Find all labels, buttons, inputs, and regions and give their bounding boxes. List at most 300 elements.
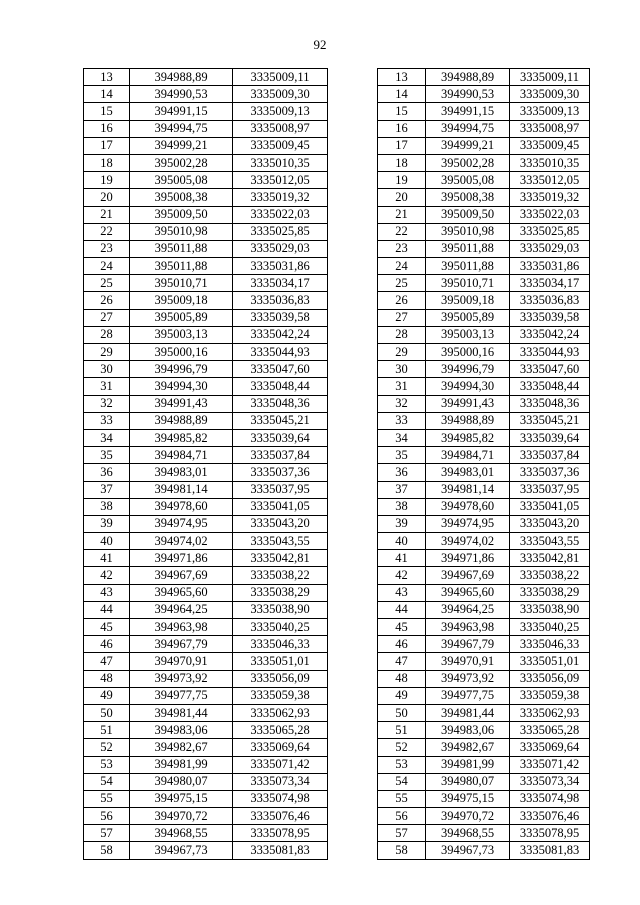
x-coordinate-cell: 394980,07 [426, 773, 510, 790]
y-coordinate-cell: 3335042,81 [233, 550, 328, 567]
x-coordinate-cell: 394981,14 [426, 481, 510, 498]
point-number-cell: 23 [84, 240, 130, 257]
x-coordinate-cell: 394973,92 [130, 670, 233, 687]
x-coordinate-cell: 394967,69 [426, 567, 510, 584]
table-row [378, 756, 590, 773]
x-coordinate-cell: 394984,71 [426, 447, 510, 464]
point-number-cell: 21 [378, 206, 426, 223]
y-coordinate-cell: 3335025,85 [510, 223, 590, 240]
y-coordinate-cell: 3335034,17 [233, 275, 328, 292]
x-coordinate-cell: 394970,72 [426, 808, 510, 825]
point-number-cell: 50 [378, 704, 426, 721]
table-row [84, 292, 328, 309]
table-row [84, 790, 328, 807]
x-coordinate-cell: 394974,95 [426, 515, 510, 532]
y-coordinate-cell: 3335041,05 [233, 498, 328, 515]
table-row [84, 670, 328, 687]
table-row [84, 756, 328, 773]
y-coordinate-cell: 3335008,97 [510, 120, 590, 137]
y-coordinate-cell: 3335043,55 [233, 533, 328, 550]
point-number-cell: 45 [84, 619, 130, 636]
y-coordinate-cell: 3335009,11 [233, 69, 328, 86]
x-coordinate-cell: 394971,86 [130, 550, 233, 567]
y-coordinate-cell: 3335065,28 [233, 722, 328, 739]
point-number-cell: 58 [378, 842, 426, 859]
x-coordinate-cell: 394996,79 [130, 361, 233, 378]
point-number-cell: 51 [84, 722, 130, 739]
point-number-cell: 49 [378, 687, 426, 704]
table-row [84, 515, 328, 532]
table-row [378, 533, 590, 550]
y-coordinate-cell: 3335012,05 [510, 172, 590, 189]
y-coordinate-cell: 3335009,45 [233, 137, 328, 154]
table-row [84, 447, 328, 464]
y-coordinate-cell: 3335037,36 [233, 464, 328, 481]
table-row [378, 361, 590, 378]
table-row [84, 464, 328, 481]
table-row [84, 223, 328, 240]
y-coordinate-cell: 3335059,38 [510, 687, 590, 704]
x-coordinate-cell: 395010,71 [426, 275, 510, 292]
point-number-cell: 28 [378, 326, 426, 343]
point-number-cell: 37 [84, 481, 130, 498]
point-number-cell: 27 [84, 309, 130, 326]
x-coordinate-cell: 394999,21 [130, 137, 233, 154]
point-number-cell: 26 [378, 292, 426, 309]
table-row [84, 498, 328, 515]
x-coordinate-cell: 395010,71 [130, 275, 233, 292]
table-row [84, 240, 328, 257]
table-row [378, 704, 590, 721]
x-coordinate-cell: 394982,67 [130, 739, 233, 756]
point-number-cell: 41 [84, 550, 130, 567]
table-row [378, 344, 590, 361]
y-coordinate-cell: 3335043,20 [233, 515, 328, 532]
point-number-cell: 54 [378, 773, 426, 790]
table-row [378, 619, 590, 636]
table-row [84, 567, 328, 584]
x-coordinate-cell: 395002,28 [426, 154, 510, 171]
x-coordinate-cell: 394975,15 [130, 790, 233, 807]
y-coordinate-cell: 3335042,81 [510, 550, 590, 567]
x-coordinate-cell: 395002,28 [130, 154, 233, 171]
x-coordinate-cell: 395011,88 [130, 258, 233, 275]
point-number-cell: 36 [84, 464, 130, 481]
y-coordinate-cell: 3335043,20 [510, 515, 590, 532]
point-number-cell: 15 [378, 103, 426, 120]
x-coordinate-cell: 395010,98 [130, 223, 233, 240]
table-row [378, 86, 590, 103]
table-row [378, 670, 590, 687]
table-row [84, 309, 328, 326]
x-coordinate-cell: 395009,50 [130, 206, 233, 223]
table-row [84, 344, 328, 361]
y-coordinate-cell: 3335048,36 [510, 395, 590, 412]
table-row [84, 395, 328, 412]
table-row [378, 550, 590, 567]
y-coordinate-cell: 3335038,90 [510, 601, 590, 618]
y-coordinate-cell: 3335038,29 [233, 584, 328, 601]
x-coordinate-cell: 394988,89 [130, 69, 233, 86]
y-coordinate-cell: 3335036,83 [233, 292, 328, 309]
x-coordinate-cell: 394978,60 [130, 498, 233, 515]
table-row [378, 567, 590, 584]
table-row [84, 326, 328, 343]
y-coordinate-cell: 3335042,24 [233, 326, 328, 343]
point-number-cell: 19 [378, 172, 426, 189]
y-coordinate-cell: 3335076,46 [233, 808, 328, 825]
table-row [378, 326, 590, 343]
x-coordinate-cell: 394964,25 [130, 601, 233, 618]
x-coordinate-cell: 394991,43 [426, 395, 510, 412]
x-coordinate-cell: 394971,86 [426, 550, 510, 567]
y-coordinate-cell: 3335078,95 [510, 825, 590, 842]
x-coordinate-cell: 394973,92 [426, 670, 510, 687]
x-coordinate-cell: 394965,60 [426, 584, 510, 601]
y-coordinate-cell: 3335045,21 [233, 412, 328, 429]
y-coordinate-cell: 3335042,24 [510, 326, 590, 343]
point-number-cell: 25 [84, 275, 130, 292]
point-number-cell: 28 [84, 326, 130, 343]
point-number-cell: 26 [84, 292, 130, 309]
y-coordinate-cell: 3335069,64 [233, 739, 328, 756]
y-coordinate-cell: 3335056,09 [510, 670, 590, 687]
point-number-cell: 29 [84, 344, 130, 361]
y-coordinate-cell: 3335039,64 [233, 429, 328, 446]
x-coordinate-cell: 394968,55 [130, 825, 233, 842]
y-coordinate-cell: 3335039,64 [510, 429, 590, 446]
y-coordinate-cell: 3335071,42 [233, 756, 328, 773]
x-coordinate-cell: 394994,30 [426, 378, 510, 395]
coordinates-table-body [84, 69, 328, 860]
y-coordinate-cell: 3335039,58 [233, 309, 328, 326]
table-row [84, 825, 328, 842]
point-number-cell: 42 [84, 567, 130, 584]
x-coordinate-cell: 394970,91 [426, 653, 510, 670]
x-coordinate-cell: 394988,89 [426, 69, 510, 86]
point-number-cell: 46 [84, 636, 130, 653]
point-number-cell: 56 [84, 808, 130, 825]
point-number-cell: 20 [84, 189, 130, 206]
table-row [378, 447, 590, 464]
y-coordinate-cell: 3335048,36 [233, 395, 328, 412]
y-coordinate-cell: 3335073,34 [233, 773, 328, 790]
x-coordinate-cell: 394978,60 [426, 498, 510, 515]
table-row [378, 189, 590, 206]
point-number-cell: 14 [378, 86, 426, 103]
point-number-cell: 39 [378, 515, 426, 532]
y-coordinate-cell: 3335038,22 [233, 567, 328, 584]
table-row [378, 223, 590, 240]
point-number-cell: 57 [84, 825, 130, 842]
table-row [378, 395, 590, 412]
x-coordinate-cell: 394994,75 [426, 120, 510, 137]
coordinates-table-right [377, 68, 590, 860]
x-coordinate-cell: 394963,98 [426, 619, 510, 636]
x-coordinate-cell: 394983,01 [130, 464, 233, 481]
y-coordinate-cell: 3335039,58 [510, 309, 590, 326]
x-coordinate-cell: 394981,14 [130, 481, 233, 498]
x-coordinate-cell: 395011,88 [426, 258, 510, 275]
table-row [378, 825, 590, 842]
table-row [378, 137, 590, 154]
y-coordinate-cell: 3335051,01 [233, 653, 328, 670]
table-row [378, 515, 590, 532]
point-number-cell: 39 [84, 515, 130, 532]
x-coordinate-cell: 394983,06 [130, 722, 233, 739]
x-coordinate-cell: 394996,79 [426, 361, 510, 378]
point-number-cell: 16 [84, 120, 130, 137]
point-number-cell: 58 [84, 842, 130, 859]
table-row [84, 429, 328, 446]
x-coordinate-cell: 394977,75 [130, 687, 233, 704]
y-coordinate-cell: 3335044,93 [233, 344, 328, 361]
y-coordinate-cell: 3335059,38 [233, 687, 328, 704]
x-coordinate-cell: 395011,88 [130, 240, 233, 257]
point-number-cell: 14 [84, 86, 130, 103]
point-number-cell: 48 [378, 670, 426, 687]
table-row [84, 154, 328, 171]
point-number-cell: 48 [84, 670, 130, 687]
x-coordinate-cell: 394991,43 [130, 395, 233, 412]
table-row [84, 206, 328, 223]
point-number-cell: 40 [378, 533, 426, 550]
y-coordinate-cell: 3335056,09 [233, 670, 328, 687]
y-coordinate-cell: 3335037,95 [510, 481, 590, 498]
y-coordinate-cell: 3335076,46 [510, 808, 590, 825]
x-coordinate-cell: 394994,75 [130, 120, 233, 137]
table-row [378, 154, 590, 171]
point-number-cell: 21 [84, 206, 130, 223]
table-row [378, 258, 590, 275]
y-coordinate-cell: 3335046,33 [233, 636, 328, 653]
table-row [378, 429, 590, 446]
table-row [84, 773, 328, 790]
y-coordinate-cell: 3335065,28 [510, 722, 590, 739]
y-coordinate-cell: 3335069,64 [510, 739, 590, 756]
table-row [378, 687, 590, 704]
y-coordinate-cell: 3335041,05 [510, 498, 590, 515]
table-row [84, 601, 328, 618]
table-row [378, 275, 590, 292]
y-coordinate-cell: 3335081,83 [233, 842, 328, 859]
y-coordinate-cell: 3335010,35 [233, 154, 328, 171]
x-coordinate-cell: 394967,73 [130, 842, 233, 859]
point-number-cell: 24 [84, 258, 130, 275]
table-row [84, 704, 328, 721]
table-row [378, 378, 590, 395]
x-coordinate-cell: 395003,13 [130, 326, 233, 343]
point-number-cell: 13 [378, 69, 426, 86]
table-row [378, 206, 590, 223]
table-row [378, 842, 590, 859]
point-number-cell: 55 [378, 790, 426, 807]
point-number-cell: 30 [84, 361, 130, 378]
y-coordinate-cell: 3335048,44 [510, 378, 590, 395]
table-row [378, 309, 590, 326]
table-row [378, 808, 590, 825]
point-number-cell: 44 [378, 601, 426, 618]
x-coordinate-cell: 394967,79 [426, 636, 510, 653]
point-number-cell: 17 [378, 137, 426, 154]
table-row [378, 636, 590, 653]
point-number-cell: 15 [84, 103, 130, 120]
x-coordinate-cell: 395011,88 [426, 240, 510, 257]
table-row [84, 275, 328, 292]
table-row [84, 808, 328, 825]
x-coordinate-cell: 394985,82 [426, 429, 510, 446]
x-coordinate-cell: 394990,53 [130, 86, 233, 103]
page-number: 92 [313, 37, 327, 52]
point-number-cell: 43 [84, 584, 130, 601]
x-coordinate-cell: 395009,18 [426, 292, 510, 309]
table-row [378, 790, 590, 807]
table-row [84, 550, 328, 567]
x-coordinate-cell: 394965,60 [130, 584, 233, 601]
table-row [84, 103, 328, 120]
coordinates-table-body [378, 69, 590, 860]
y-coordinate-cell: 3335074,98 [510, 790, 590, 807]
table-row [84, 378, 328, 395]
y-coordinate-cell: 3335009,30 [510, 86, 590, 103]
x-coordinate-cell: 394967,69 [130, 567, 233, 584]
y-coordinate-cell: 3335038,29 [510, 584, 590, 601]
point-number-cell: 16 [378, 120, 426, 137]
table-row [84, 842, 328, 859]
x-coordinate-cell: 394974,95 [130, 515, 233, 532]
y-coordinate-cell: 3335037,84 [510, 447, 590, 464]
point-number-cell: 32 [378, 395, 426, 412]
y-coordinate-cell: 3335009,13 [510, 103, 590, 120]
point-number-cell: 25 [378, 275, 426, 292]
x-coordinate-cell: 395005,89 [426, 309, 510, 326]
point-number-cell: 53 [84, 756, 130, 773]
x-coordinate-cell: 394968,55 [426, 825, 510, 842]
point-number-cell: 45 [378, 619, 426, 636]
table-row [378, 172, 590, 189]
point-number-cell: 34 [378, 429, 426, 446]
point-number-cell: 27 [378, 309, 426, 326]
x-coordinate-cell: 394964,25 [426, 601, 510, 618]
table-row [84, 258, 328, 275]
x-coordinate-cell: 394970,91 [130, 653, 233, 670]
x-coordinate-cell: 394991,15 [426, 103, 510, 120]
x-coordinate-cell: 395005,08 [130, 172, 233, 189]
x-coordinate-cell: 395009,18 [130, 292, 233, 309]
y-coordinate-cell: 3335019,32 [233, 189, 328, 206]
y-coordinate-cell: 3335009,30 [233, 86, 328, 103]
table-row [84, 120, 328, 137]
point-number-cell: 30 [378, 361, 426, 378]
table-row [378, 653, 590, 670]
table-row [378, 584, 590, 601]
x-coordinate-cell: 394999,21 [426, 137, 510, 154]
x-coordinate-cell: 395000,16 [426, 344, 510, 361]
x-coordinate-cell: 394994,30 [130, 378, 233, 395]
x-coordinate-cell: 394988,89 [426, 412, 510, 429]
point-number-cell: 32 [84, 395, 130, 412]
point-number-cell: 42 [378, 567, 426, 584]
point-number-cell: 41 [378, 550, 426, 567]
table-row [84, 361, 328, 378]
x-coordinate-cell: 394970,72 [130, 808, 233, 825]
x-coordinate-cell: 395010,98 [426, 223, 510, 240]
y-coordinate-cell: 3335044,93 [510, 344, 590, 361]
table-row [84, 86, 328, 103]
table-row [378, 120, 590, 137]
point-number-cell: 22 [378, 223, 426, 240]
point-number-cell: 53 [378, 756, 426, 773]
point-number-cell: 29 [378, 344, 426, 361]
point-number-cell: 38 [378, 498, 426, 515]
table-row [378, 292, 590, 309]
point-number-cell: 49 [84, 687, 130, 704]
point-number-cell: 37 [378, 481, 426, 498]
table-row [84, 412, 328, 429]
point-number-cell: 17 [84, 137, 130, 154]
table-row [84, 619, 328, 636]
point-number-cell: 34 [84, 429, 130, 446]
point-number-cell: 22 [84, 223, 130, 240]
y-coordinate-cell: 3335073,34 [510, 773, 590, 790]
table-row [84, 653, 328, 670]
table-row [84, 481, 328, 498]
table-row [378, 722, 590, 739]
x-coordinate-cell: 394974,02 [130, 533, 233, 550]
table-row [378, 69, 590, 86]
y-coordinate-cell: 3335031,86 [510, 258, 590, 275]
y-coordinate-cell: 3335031,86 [233, 258, 328, 275]
y-coordinate-cell: 3335047,60 [510, 361, 590, 378]
y-coordinate-cell: 3335022,03 [510, 206, 590, 223]
y-coordinate-cell: 3335025,85 [233, 223, 328, 240]
table-row [378, 739, 590, 756]
point-number-cell: 52 [378, 739, 426, 756]
point-number-cell: 24 [378, 258, 426, 275]
x-coordinate-cell: 394967,73 [426, 842, 510, 859]
y-coordinate-cell: 3335045,21 [510, 412, 590, 429]
table-row [84, 189, 328, 206]
x-coordinate-cell: 394983,01 [426, 464, 510, 481]
y-coordinate-cell: 3335037,84 [233, 447, 328, 464]
y-coordinate-cell: 3335038,90 [233, 601, 328, 618]
y-coordinate-cell: 3335038,22 [510, 567, 590, 584]
y-coordinate-cell: 3335009,11 [510, 69, 590, 86]
y-coordinate-cell: 3335034,17 [510, 275, 590, 292]
point-number-cell: 50 [84, 704, 130, 721]
x-coordinate-cell: 394981,44 [130, 704, 233, 721]
table-row [84, 137, 328, 154]
x-coordinate-cell: 394981,99 [130, 756, 233, 773]
x-coordinate-cell: 395003,13 [426, 326, 510, 343]
y-coordinate-cell: 3335071,42 [510, 756, 590, 773]
table-row [378, 773, 590, 790]
coordinates-table-left [83, 68, 328, 860]
x-coordinate-cell: 394982,67 [426, 739, 510, 756]
y-coordinate-cell: 3335037,95 [233, 481, 328, 498]
point-number-cell: 54 [84, 773, 130, 790]
point-number-cell: 51 [378, 722, 426, 739]
table-row [84, 687, 328, 704]
x-coordinate-cell: 394963,98 [130, 619, 233, 636]
table-row [378, 464, 590, 481]
y-coordinate-cell: 3335047,60 [233, 361, 328, 378]
x-coordinate-cell: 395009,50 [426, 206, 510, 223]
y-coordinate-cell: 3335019,32 [510, 189, 590, 206]
y-coordinate-cell: 3335074,98 [233, 790, 328, 807]
table-row [378, 240, 590, 257]
table-row [84, 722, 328, 739]
